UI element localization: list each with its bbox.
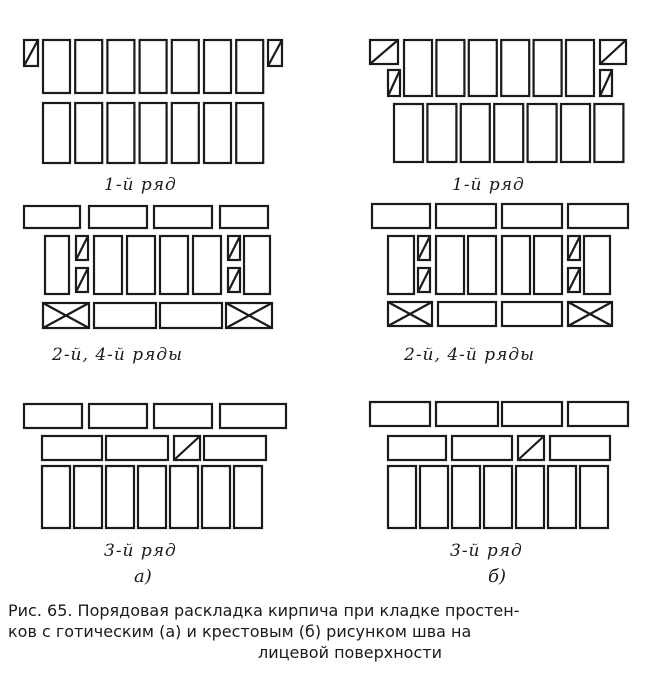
brick-header-14	[204, 103, 231, 163]
brick-header-61	[461, 104, 490, 162]
brick-header-62	[494, 104, 523, 162]
brick-header-79	[584, 236, 610, 294]
bat-diagonal	[418, 236, 430, 260]
caption-line-2: ков с готическим (а) и крестовым (б) рисунком шва на	[8, 622, 472, 641]
brick-header-54	[534, 40, 562, 96]
brick-stretcher-84	[370, 402, 430, 426]
bat-diagonal	[24, 40, 38, 66]
bat-diagonal	[370, 40, 398, 64]
brick-header-64	[561, 104, 590, 162]
brick-header-46	[170, 466, 198, 528]
brick-header-25	[160, 236, 188, 294]
brick-header-75	[502, 236, 530, 294]
brick-stretcher-36	[154, 404, 212, 428]
brick-stretcher-16	[24, 206, 80, 228]
brick-header-52	[469, 40, 497, 96]
brick-stretcher-86	[502, 402, 562, 426]
bat-diagonal	[268, 40, 282, 66]
brick-header-3	[107, 40, 134, 93]
brick-header-13	[172, 103, 199, 163]
brick-stretcher-34	[24, 404, 82, 428]
brick-header-10	[75, 103, 102, 163]
label-b-row-3: 3-й ряд	[450, 541, 523, 561]
brick-header-98	[580, 466, 608, 528]
brick-stretcher-17	[89, 206, 147, 228]
brick-header-9	[43, 103, 70, 163]
brick-header-50	[404, 40, 432, 96]
brick-header-59	[394, 104, 423, 162]
brick-stretcher-81	[438, 302, 496, 326]
brick-stretcher-87	[568, 402, 628, 426]
brick-header-48	[234, 466, 262, 528]
brick-stretcher-31	[94, 303, 156, 328]
brick-header-76	[534, 236, 562, 294]
brick-header-93	[420, 466, 448, 528]
brick-header-43	[74, 466, 102, 528]
brick-header-55	[566, 40, 594, 96]
brick-header-44	[106, 466, 134, 528]
brick-header-63	[528, 104, 557, 162]
figure-caption	[8, 600, 658, 663]
bat-diagonal	[388, 70, 400, 96]
brick-header-23	[94, 236, 122, 294]
brick-stretcher-19	[220, 206, 268, 228]
brick-header-65	[594, 104, 623, 162]
brick-header-7	[236, 40, 263, 93]
caption-line-3: лицевой поверхности	[258, 643, 442, 662]
brick-header-15	[236, 103, 263, 163]
brick-header-11	[107, 103, 134, 163]
brick-stretcher-69	[568, 204, 628, 228]
brick-header-6	[204, 40, 231, 93]
brick-stretcher-85	[436, 402, 498, 426]
brick-header-26	[193, 236, 221, 294]
brick-header-24	[127, 236, 155, 294]
bat-diagonal	[174, 436, 200, 460]
bat-diagonal	[76, 268, 88, 292]
brick-stretcher-88	[388, 436, 446, 460]
brick-header-70	[388, 236, 414, 294]
bat-diagonal	[568, 236, 580, 260]
brick-header-53	[501, 40, 529, 96]
brick-stretcher-67	[436, 204, 496, 228]
brick-header-12	[140, 103, 167, 163]
brick-stretcher-68	[502, 204, 562, 228]
brick-header-45	[138, 466, 166, 528]
brick-header-73	[436, 236, 464, 294]
brick-stretcher-35	[89, 404, 147, 428]
brick-stretcher-89	[452, 436, 512, 460]
brick-header-74	[468, 236, 496, 294]
bat-diagonal	[600, 70, 612, 96]
brick-header-1	[43, 40, 70, 93]
bat-diagonal	[418, 268, 430, 292]
caption-line-1: Рис. 65. Порядовая раскладка кирпича при кладке простен-	[8, 601, 520, 620]
label-variant-b: б)	[488, 566, 507, 587]
brick-stretcher-18	[154, 206, 212, 228]
brick-header-42	[42, 466, 70, 528]
brick-stretcher-39	[106, 436, 168, 460]
label-a-row-3: 3-й ряд	[104, 541, 177, 561]
brick-header-5	[172, 40, 199, 93]
bat-diagonal	[568, 268, 580, 292]
brick-header-20	[45, 236, 69, 294]
label-variant-a: а)	[134, 566, 152, 587]
brick-stretcher-32	[160, 303, 222, 328]
brick-stretcher-91	[550, 436, 610, 460]
bricks-layer	[24, 40, 628, 528]
brick-header-95	[484, 466, 512, 528]
brick-header-29	[244, 236, 270, 294]
brick-header-60	[427, 104, 456, 162]
brick-header-97	[548, 466, 576, 528]
brick-header-92	[388, 466, 416, 528]
brick-header-51	[436, 40, 464, 96]
brick-header-96	[516, 466, 544, 528]
brick-header-94	[452, 466, 480, 528]
brick-header-47	[202, 466, 230, 528]
brick-stretcher-66	[372, 204, 430, 228]
brick-stretcher-82	[502, 302, 562, 326]
label-a-row-1: 1-й ряд	[104, 175, 177, 195]
label-b-row-1: 1-й ряд	[452, 175, 525, 195]
brick-stretcher-38	[42, 436, 102, 460]
brick-stretcher-37	[220, 404, 286, 428]
bat-diagonal	[76, 236, 88, 260]
label-b-rows-2-4: 2-й, 4-й ряды	[404, 345, 535, 365]
bat-diagonal	[518, 436, 544, 460]
brick-header-4	[140, 40, 167, 93]
bat-diagonal	[228, 236, 240, 260]
label-a-rows-2-4: 2-й, 4-й ряды	[52, 345, 183, 365]
bat-diagonal	[228, 268, 240, 292]
brick-stretcher-41	[204, 436, 266, 460]
brick-header-2	[75, 40, 102, 93]
bat-diagonal	[600, 40, 626, 64]
